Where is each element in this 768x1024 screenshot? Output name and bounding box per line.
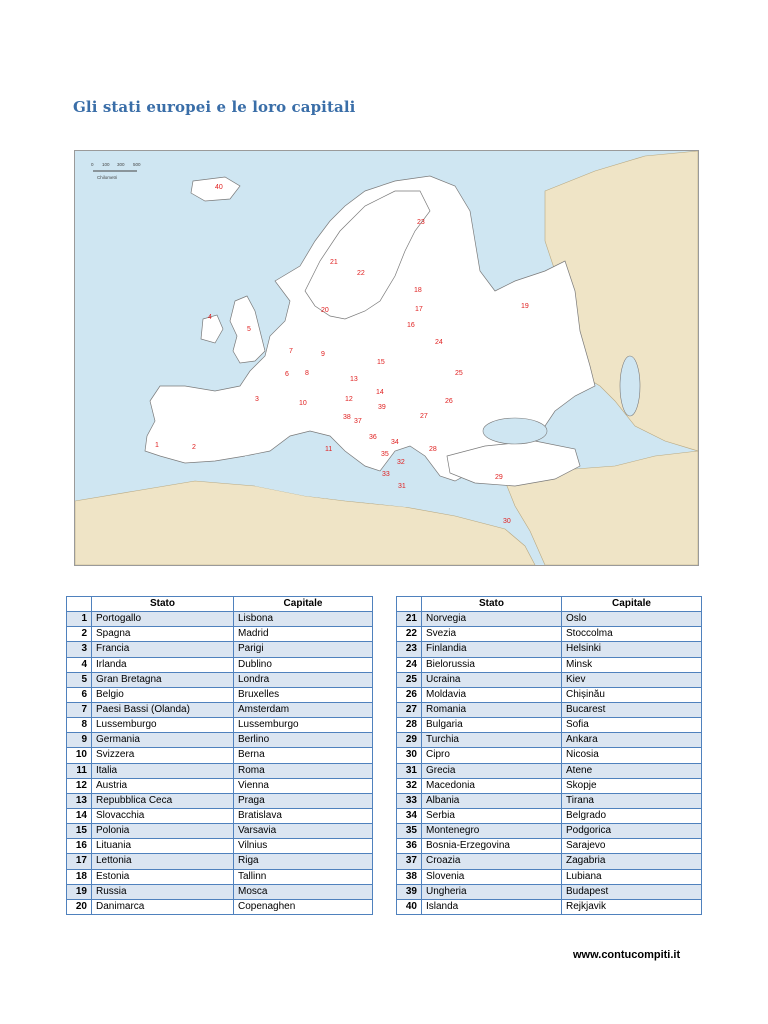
row-capitale: Sofia (562, 718, 702, 733)
map-label-20: 20 (321, 307, 329, 314)
row-capitale: Atene (562, 763, 702, 778)
row-stato: Lussemburgo (92, 718, 234, 733)
row-stato: Macedonia (422, 778, 562, 793)
table-row (397, 748, 702, 763)
row-number: 12 (67, 778, 92, 793)
col-stato: Stato (422, 597, 562, 612)
table-row (397, 778, 702, 793)
map-label-6: 6 (285, 371, 289, 378)
map-label-15: 15 (377, 359, 385, 366)
row-number: 13 (67, 793, 92, 808)
row-stato: Islanda (422, 899, 562, 914)
table-row (397, 733, 702, 748)
map-label-13: 13 (350, 376, 358, 383)
row-capitale: Dublino (234, 657, 373, 672)
table-row (397, 884, 702, 899)
row-number: 28 (397, 718, 422, 733)
map-label-17: 17 (415, 306, 423, 313)
row-number: 34 (397, 808, 422, 823)
row-capitale: Praga (234, 793, 373, 808)
table-row (67, 642, 373, 657)
map-label-9: 9 (321, 351, 325, 358)
row-number: 1 (67, 612, 92, 627)
map-label-38: 38 (343, 414, 351, 421)
row-capitale: Kiev (562, 672, 702, 687)
table-row (67, 884, 373, 899)
map-label-32: 32 (397, 459, 405, 466)
row-stato: Slovenia (422, 869, 562, 884)
table-row (67, 839, 373, 854)
map-label-34: 34 (391, 439, 399, 446)
row-number: 31 (397, 763, 422, 778)
row-capitale: Berna (234, 748, 373, 763)
row-stato: Bosnia-Erzegovina (422, 839, 562, 854)
table-row (67, 718, 373, 733)
row-number: 23 (397, 642, 422, 657)
row-capitale: Tallinn (234, 869, 373, 884)
row-number: 20 (67, 899, 92, 914)
row-number: 8 (67, 718, 92, 733)
row-stato: Spagna (92, 627, 234, 642)
table-row (397, 854, 702, 869)
row-capitale: Madrid (234, 627, 373, 642)
row-capitale: Berlino (234, 733, 373, 748)
row-capitale: Amsterdam (234, 702, 373, 717)
map-label-29: 29 (495, 474, 503, 481)
row-capitale: Copenaghen (234, 899, 373, 914)
row-stato: Paesi Bassi (Olanda) (92, 702, 234, 717)
row-number: 16 (67, 839, 92, 854)
row-number: 22 (397, 627, 422, 642)
row-number: 17 (67, 854, 92, 869)
row-stato: Svezia (422, 627, 562, 642)
map-label-33: 33 (382, 471, 390, 478)
table-row (67, 869, 373, 884)
row-capitale: Stoccolma (562, 627, 702, 642)
row-capitale: Podgorica (562, 824, 702, 839)
map-label-1: 1 (155, 442, 159, 449)
row-number: 24 (397, 657, 422, 672)
map-label-10: 10 (299, 400, 307, 407)
row-capitale: Bruxelles (234, 687, 373, 702)
row-stato: Norvegia (422, 612, 562, 627)
map-label-11: 11 (325, 446, 333, 453)
row-number: 18 (67, 869, 92, 884)
row-stato: Slovacchia (92, 808, 234, 823)
footer-website: www.contucompiti.it (573, 949, 681, 961)
row-capitale: Parigi (234, 642, 373, 657)
row-stato: Svizzera (92, 748, 234, 763)
row-number: 36 (397, 839, 422, 854)
table-row (397, 899, 702, 914)
row-stato: Russia (92, 884, 234, 899)
row-number: 33 (397, 793, 422, 808)
europe-map-svg (75, 151, 698, 565)
table-row (397, 808, 702, 823)
row-stato: Lettonia (92, 854, 234, 869)
row-capitale: Zagabria (562, 854, 702, 869)
row-stato: Francia (92, 642, 234, 657)
row-stato: Cipro (422, 748, 562, 763)
row-capitale: Helsinki (562, 642, 702, 657)
table-row (397, 718, 702, 733)
row-capitale: Roma (234, 763, 373, 778)
table-row (67, 733, 373, 748)
map-label-39: 39 (378, 404, 386, 411)
row-capitale: Budapest (562, 884, 702, 899)
row-capitale: Skopje (562, 778, 702, 793)
row-capitale: Lussemburgo (234, 718, 373, 733)
row-stato: Belgio (92, 687, 234, 702)
capitals-table-left (66, 596, 373, 915)
row-capitale: Varsavia (234, 824, 373, 839)
row-stato: Polonia (92, 824, 234, 839)
map-label-40: 40 (215, 184, 223, 191)
map-label-30: 30 (503, 518, 511, 525)
table-row (397, 824, 702, 839)
row-number: 29 (397, 733, 422, 748)
row-capitale: Ankara (562, 733, 702, 748)
row-capitale: Londra (234, 672, 373, 687)
scale-tick-500: 500 (133, 162, 141, 167)
table-row (67, 778, 373, 793)
map-label-31: 31 (398, 483, 406, 490)
map-label-23: 23 (417, 219, 425, 226)
table-row (397, 793, 702, 808)
page-title: Gli stati europei e le loro capitali (73, 98, 356, 116)
row-number: 15 (67, 824, 92, 839)
row-stato: Austria (92, 778, 234, 793)
row-number: 35 (397, 824, 422, 839)
table-row (67, 627, 373, 642)
table-row (67, 748, 373, 763)
map-label-18: 18 (414, 287, 422, 294)
row-number: 25 (397, 672, 422, 687)
map-label-3: 3 (255, 396, 259, 403)
row-number: 7 (67, 702, 92, 717)
row-stato: Ucraina (422, 672, 562, 687)
table-row (397, 763, 702, 778)
table-row (397, 612, 702, 627)
map-label-5: 5 (247, 326, 251, 333)
row-stato: Lituania (92, 839, 234, 854)
map-label-8: 8 (305, 370, 309, 377)
row-stato: Estonia (92, 869, 234, 884)
table-row (67, 854, 373, 869)
table-row (67, 824, 373, 839)
row-number: 39 (397, 884, 422, 899)
table-row (67, 808, 373, 823)
row-stato: Finlandia (422, 642, 562, 657)
row-capitale: Lisbona (234, 612, 373, 627)
row-number: 27 (397, 702, 422, 717)
row-number: 30 (397, 748, 422, 763)
row-number: 4 (67, 657, 92, 672)
row-stato: Germania (92, 733, 234, 748)
row-capitale: Vienna (234, 778, 373, 793)
map-label-35: 35 (381, 451, 389, 458)
row-capitale: Mosca (234, 884, 373, 899)
map-label-2: 2 (192, 444, 196, 451)
row-capitale: Vilnius (234, 839, 373, 854)
row-number: 38 (397, 869, 422, 884)
row-capitale: Rejkjavik (562, 899, 702, 914)
row-stato: Gran Bretagna (92, 672, 234, 687)
row-capitale: Lubiana (562, 869, 702, 884)
row-stato: Turchia (422, 733, 562, 748)
table-row (67, 612, 373, 627)
row-capitale: Nicosia (562, 748, 702, 763)
table-row (397, 839, 702, 854)
row-stato: Romania (422, 702, 562, 717)
scale-unit: Chilometri (97, 175, 118, 180)
map-label-27: 27 (420, 413, 428, 420)
table-row (397, 702, 702, 717)
map-label-12: 12 (345, 396, 353, 403)
map-label-37: 37 (354, 418, 362, 425)
map-label-25: 25 (455, 370, 463, 377)
map-label-7: 7 (289, 348, 293, 355)
table-row (397, 869, 702, 884)
table-row (67, 702, 373, 717)
row-stato: Danimarca (92, 899, 234, 914)
col-num (397, 597, 422, 612)
row-capitale: Riga (234, 854, 373, 869)
map-label-26: 26 (445, 398, 453, 405)
scale-tick-300: 300 (117, 162, 125, 167)
scale-tick-100: 100 (102, 162, 110, 167)
row-stato: Moldavia (422, 687, 562, 702)
col-stato: Stato (92, 597, 234, 612)
row-number: 6 (67, 687, 92, 702)
europe-map (74, 150, 699, 566)
map-label-22: 22 (357, 270, 365, 277)
row-capitale: Belgrado (562, 808, 702, 823)
row-stato: Bulgaria (422, 718, 562, 733)
table-row (397, 627, 702, 642)
scale-tick-0: 0 (91, 162, 94, 167)
row-stato: Grecia (422, 763, 562, 778)
map-label-4: 4 (208, 314, 212, 321)
map-label-36: 36 (369, 434, 377, 441)
map-label-16: 16 (407, 322, 415, 329)
row-capitale: Tirana (562, 793, 702, 808)
row-number: 5 (67, 672, 92, 687)
table-row (67, 899, 373, 914)
table-row (397, 657, 702, 672)
row-number: 37 (397, 854, 422, 869)
row-number: 40 (397, 899, 422, 914)
row-stato: Croazia (422, 854, 562, 869)
map-label-21: 21 (330, 259, 338, 266)
row-stato: Montenegro (422, 824, 562, 839)
black-sea (483, 418, 547, 444)
map-label-24: 24 (435, 339, 443, 346)
col-num (67, 597, 92, 612)
map-label-28: 28 (429, 446, 437, 453)
row-capitale: Sarajevo (562, 839, 702, 854)
caspian-sea (620, 356, 640, 416)
col-capitale: Capitale (562, 597, 702, 612)
row-number: 11 (67, 763, 92, 778)
row-number: 19 (67, 884, 92, 899)
table-row (397, 687, 702, 702)
row-stato: Bielorussia (422, 657, 562, 672)
col-capitale: Capitale (234, 597, 373, 612)
row-stato: Italia (92, 763, 234, 778)
row-stato: Serbia (422, 808, 562, 823)
row-stato: Portogallo (92, 612, 234, 627)
capitals-table-right (396, 596, 702, 915)
table-row (67, 687, 373, 702)
row-capitale: Bucarest (562, 702, 702, 717)
table-row (67, 763, 373, 778)
table-row (67, 793, 373, 808)
row-stato: Ungheria (422, 884, 562, 899)
table-row (67, 657, 373, 672)
row-number: 26 (397, 687, 422, 702)
map-label-19: 19 (521, 303, 529, 310)
row-number: 3 (67, 642, 92, 657)
row-capitale: Minsk (562, 657, 702, 672)
row-number: 32 (397, 778, 422, 793)
row-number: 14 (67, 808, 92, 823)
map-label-14: 14 (376, 389, 384, 396)
row-number: 9 (67, 733, 92, 748)
row-capitale: Bratislava (234, 808, 373, 823)
row-number: 21 (397, 612, 422, 627)
table-row (397, 642, 702, 657)
table-row (397, 672, 702, 687)
row-stato: Irlanda (92, 657, 234, 672)
row-stato: Albania (422, 793, 562, 808)
row-capitale: Oslo (562, 612, 702, 627)
row-number: 10 (67, 748, 92, 763)
table-row (67, 672, 373, 687)
row-number: 2 (67, 627, 92, 642)
row-stato: Repubblica Ceca (92, 793, 234, 808)
row-capitale: Chișinău (562, 687, 702, 702)
